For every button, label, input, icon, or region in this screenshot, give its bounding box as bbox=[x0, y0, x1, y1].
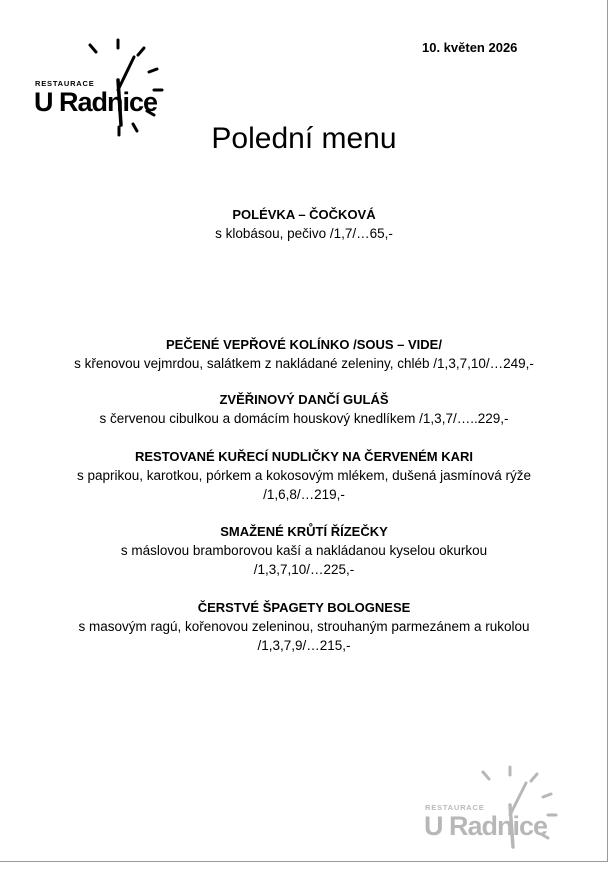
logo-big-text: U Radnice bbox=[34, 87, 158, 117]
soup-description: s klobásou, pečivo /1,7/…65,- bbox=[215, 226, 393, 241]
menu-item bbox=[8, 335, 600, 373]
menu-item bbox=[8, 598, 600, 655]
soup-section bbox=[8, 205, 600, 243]
watermark-logo bbox=[420, 763, 570, 863]
menu-item-name: PEČENÉ VEPŘOVÉ KOLÍNKO /SOUS – VIDE/ bbox=[166, 337, 442, 352]
logo-small-text: RESTAURACE bbox=[425, 803, 485, 812]
menu-item bbox=[8, 447, 600, 504]
menu-item-description: s červenou cibulkou a domácím houskový knedlíkem /1,3,7/…..229,- bbox=[99, 411, 509, 426]
menu-date: 10. květen 2026 bbox=[422, 40, 518, 55]
page-title: Polední menu bbox=[211, 122, 397, 155]
menu-item bbox=[8, 522, 600, 579]
menu-item bbox=[8, 390, 600, 428]
menu-item-allergens-price: /1,3,7,9/…215,- bbox=[257, 638, 351, 653]
menu-item-description: s křenovou vejmrdou, salátkem z nakládané zeleniny, chléb /1,3,7,10/…249,- bbox=[74, 356, 534, 371]
logo-big-text: U Radnice bbox=[424, 811, 548, 841]
menu-item-description: s máslovou bramborovou kaší a nakládanou kyselou okurkou bbox=[120, 543, 488, 558]
menu-item-name: SMAŽENÉ KRŮTÍ ŘÍZEČKY bbox=[220, 524, 388, 539]
menu-item-description: s masovým ragú, kořenovou zeleninou, strouhaným parmezánem a rukolou bbox=[78, 619, 530, 634]
soup-name: POLÉVKA – ČOČKOVÁ bbox=[232, 207, 376, 222]
logo-small-text: RESTAURACE bbox=[35, 79, 95, 88]
menu-item-allergens-price: /1,6,8/…219,- bbox=[263, 487, 345, 502]
menu-item-description: s paprikou, karotkou, pórkem a kokosovým mlékem, dušená jasmínová rýže bbox=[77, 468, 531, 483]
menu-item-allergens-price: /1,3,7,10/…225,- bbox=[253, 562, 355, 577]
menu-item-name: RESTOVANÉ KUŘECÍ NUDLIČKY NA ČERVENÉM KARI bbox=[134, 449, 474, 464]
menu-item-name: ČERSTVÉ ŠPAGETY BOLOGNESE bbox=[197, 600, 411, 615]
menu-item-name: ZVĚŘINOVÝ DANČÍ GULÁŠ bbox=[219, 392, 389, 407]
